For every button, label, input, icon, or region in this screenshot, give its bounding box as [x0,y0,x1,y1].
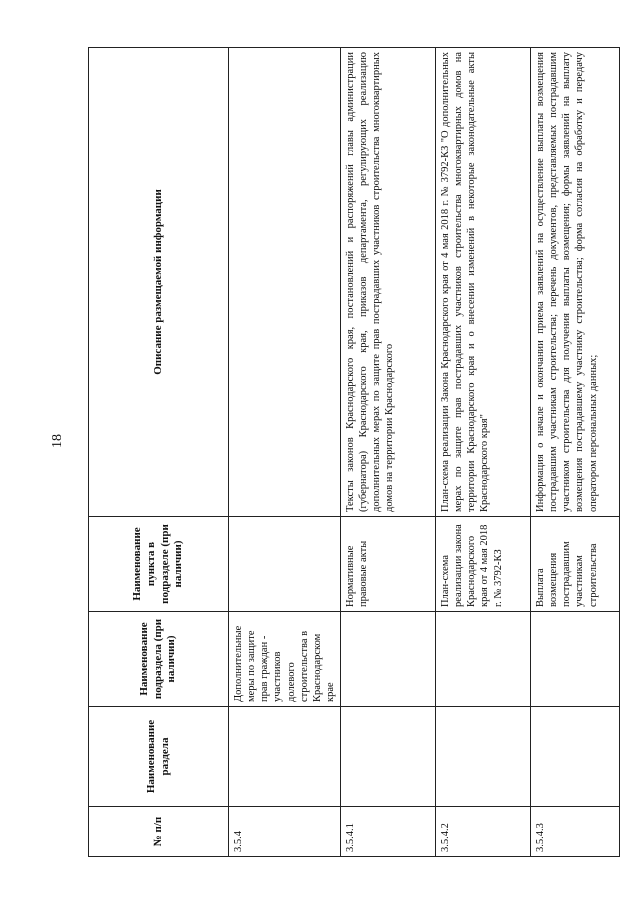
header-num: № п/п [89,807,229,857]
header-description: Описание размещаемой информации [89,48,229,517]
header-item: Наименование пункта в подразделе (при наличии) [89,517,229,612]
row-section [229,707,341,807]
row-num: 3.5.4.3 [531,807,620,857]
row-subsection [436,612,531,707]
table-row [229,48,341,857]
table-header-row [89,48,229,857]
row-num: 3.5.4 [229,807,341,857]
info-table [88,47,620,857]
row-section [436,707,531,807]
row-subsection [531,612,620,707]
row-num: 3.5.4.2 [436,807,531,857]
header-section: Наименование раздела [89,707,229,807]
row-item: План-схема реализации закона Краснодарского края от 4 мая 2018 г. № 3792-КЗ [436,517,531,612]
table-row [531,48,620,857]
page-number: 18 [50,434,65,448]
row-item: Выплата возмещения пострадавшим участникам строительства [531,517,620,612]
row-subsection: Дополнительные меры по защите прав граждан - участников долевого строительства в Краснодарском крае [229,612,341,707]
rotated-table-container [88,47,620,857]
table-row [436,48,531,857]
row-section [531,707,620,807]
header-subsection: Наименование подраздела (при наличии) [89,612,229,707]
table-row [341,48,436,857]
row-section [341,707,436,807]
row-description: План-схема реализации Закона Краснодарского края от 4 мая 2018 г. № 3792-КЗ "О дополнительных мерах по защите прав пострадавших участников строительства многоквартирных домов на территории Краснодарского края и о внесении изменений в некоторые законодательные акты Краснодарского края" [436,48,531,517]
row-description: Информация о начале и окончании приема заявлений на осуществление выплаты возмещения пострадавшим участникам строительства; перечень документов, представляемых пострадавшим участником строительства для получения выплаты возмещения; формы заявлений на выплату возмещения пострадавшему участнику строительства; форма согласия на обработку и передачу оператором персональных данных; [531,48,620,517]
row-description: Тексты законов Краснодарского края, постановлений и распоряжений главы администрации (губернатора) Краснодарского края, приказов департамента, регулирующих реализацию дополнительных мерах по защите прав пострадавших участников строительства многоквартирных домов на территории Краснодарского [341,48,436,517]
row-subsection [341,612,436,707]
row-num: 3.5.4.1 [341,807,436,857]
row-item: Нормативные правовые акты [341,517,436,612]
row-item [229,517,341,612]
row-description [229,48,341,517]
